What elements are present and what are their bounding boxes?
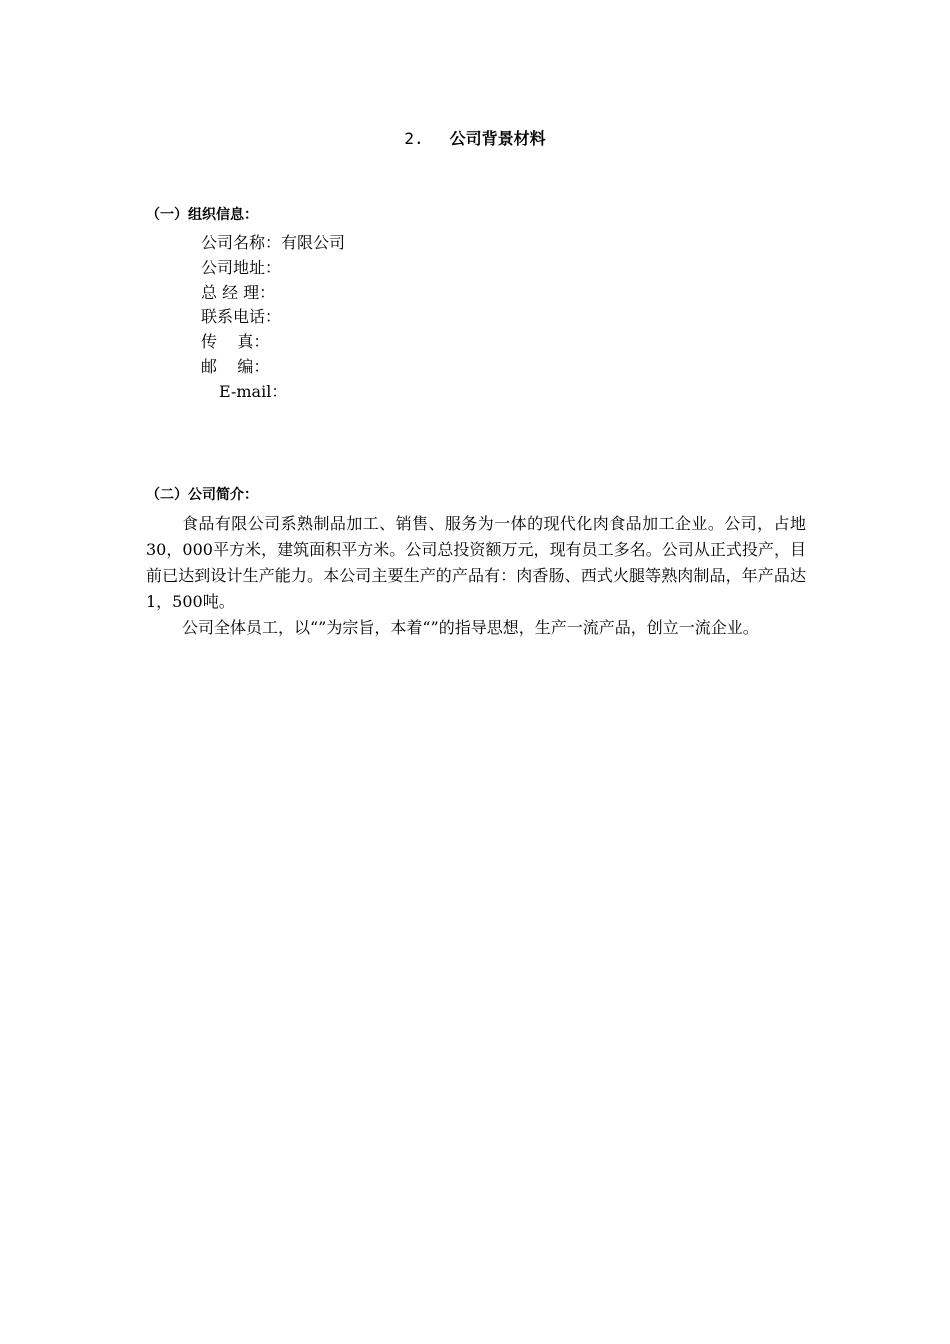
org-info-list <box>201 231 345 405</box>
intro-paragraph: 食品有限公司系熟制品加工、销售、服务为一体的现代化肉食品加工企业。公司，占地30，000平方米，建筑面积平方米。公司总投资额万元，现有员工多名。公司从正式投产，目前已达到设计生产能力。本公司主要生产的产品有：肉香肠、西式火腿等熟肉制品，年产品达1，500吨。 <box>146 514 806 611</box>
org-field-email: E-mail： <box>219 381 288 401</box>
section-heading-company-intro: （二）公司简介： <box>146 487 258 503</box>
org-field-company-name: 公司名称：有限公司 <box>201 233 346 252</box>
org-field-address: 公司地址： <box>201 257 282 277</box>
org-field-phone: 联系电话： <box>201 307 282 327</box>
org-field-general-manager: 总 经 理： <box>201 282 276 302</box>
org-field-postcode: 邮 编： <box>201 356 270 376</box>
title-number: 2. <box>404 129 424 148</box>
company-intro <box>146 511 806 641</box>
title-text: 公司背景材料 <box>449 129 546 148</box>
page-title <box>0 128 950 150</box>
section-heading-org-info: （一）组织信息： <box>146 207 258 223</box>
intro-paragraph: 公司全体员工，以“”为宗旨，本着“”的指导思想，生产一流产品，创立一流企业。 <box>182 618 759 637</box>
org-field-fax: 传 真： <box>201 332 270 352</box>
